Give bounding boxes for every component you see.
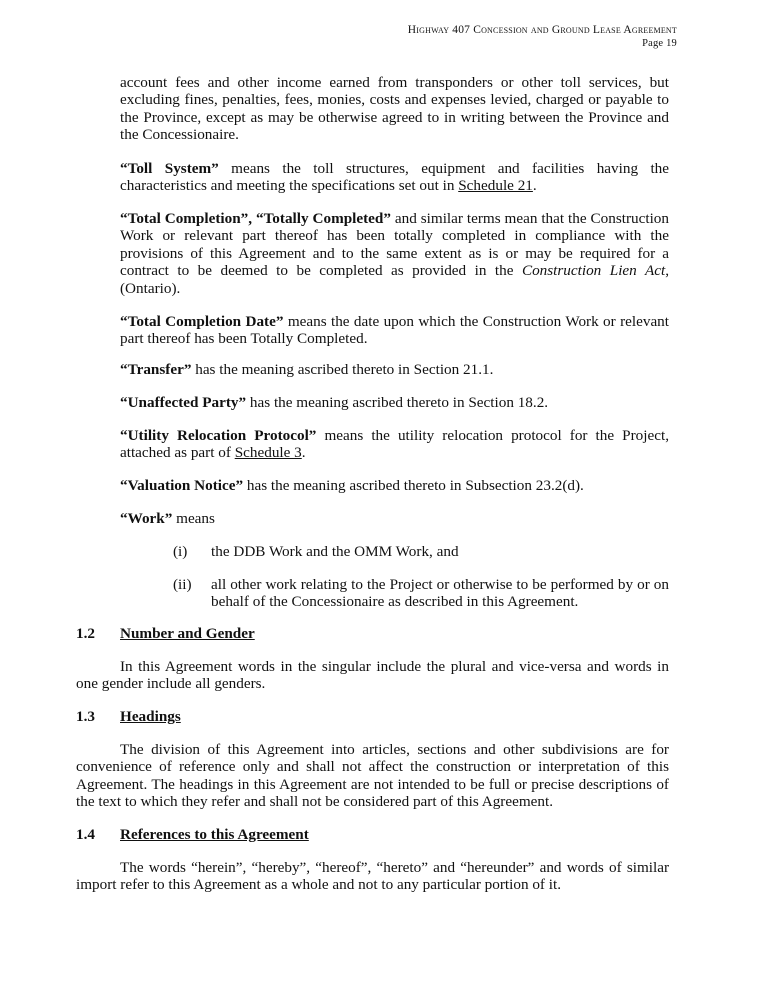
definition-total-completion bbox=[120, 210, 669, 297]
section-number: 1.2 bbox=[76, 625, 95, 642]
section-title: Headings bbox=[120, 708, 181, 725]
list-item bbox=[173, 576, 669, 612]
schedule-reference: Schedule 21 bbox=[458, 177, 533, 195]
list-item-number: (ii) bbox=[173, 576, 192, 593]
defined-term: “Transfer” bbox=[120, 361, 192, 378]
defined-term: “Unaffected Party” bbox=[120, 394, 247, 411]
list-item-text: the DDB Work and the OMM Work, and bbox=[211, 543, 459, 560]
definition-total-completion-date bbox=[120, 313, 669, 348]
definition-end: . bbox=[301, 444, 306, 462]
section-title: References to this Agreement bbox=[120, 826, 309, 843]
definition-text: has the meaning ascribed thereto in Section 21.1. bbox=[191, 361, 494, 378]
definition-text: means the utility relocation protocol for the Project, attached as part of bbox=[120, 427, 669, 462]
section-1-4-paragraph: The words “herein”, “hereby”, “hereof”, “hereto” and “hereunder” and words of similar import refer to this Agreement as a whole and not to any particular portion of it. bbox=[76, 859, 669, 894]
section-1-3-paragraph: The division of this Agreement into articles, sections and other subdivisions are for convenience of reference only and shall not affect the construction or interpretation of this Agreement. The headings in this Agreement are not intended to be full or precise descriptions of the text to which they refer and shall not be considered part of this Agreement. bbox=[76, 741, 669, 811]
defined-term: “Total Completion”, “Totally Completed” bbox=[120, 210, 391, 227]
definition-unaffected-party bbox=[120, 394, 669, 411]
definition-end: , (Ontario). bbox=[120, 262, 669, 297]
section-number: 1.3 bbox=[76, 708, 95, 725]
list-item-number: (i) bbox=[173, 543, 188, 560]
act-reference: Construction Lien Act bbox=[521, 262, 666, 280]
continuation-paragraph: account fees and other income earned from transponders or other toll services, but excluding fines, penalties, fees, monies, costs and expenses levied, charged or payable to the Province, except as may be otherwise agreed to in writing between the Province and the Concessionaire. bbox=[120, 74, 669, 144]
section-1-2-paragraph: In this Agreement words in the singular include the plural and vice-versa and words in one gender include all genders. bbox=[76, 658, 669, 693]
definition-end: . bbox=[532, 177, 537, 195]
defined-term: “Work” bbox=[120, 510, 173, 527]
definition-text: means the toll structures, equipment and facilities having the characteristics and meeting the specifications set out in bbox=[120, 160, 670, 195]
definition-text: has the meaning ascribed thereto in Subsection 23.2(d). bbox=[243, 477, 584, 494]
definition-work bbox=[120, 510, 669, 527]
definition-utility-relocation-protocol bbox=[120, 427, 669, 462]
section-title: Number and Gender bbox=[120, 625, 255, 642]
definition-text: and similar terms mean that the Construction Work or relevant part thereof has been totally completed in compliance with the provisions of this Agreement and to the same extent as is or may be required for a contract to be deemed to be completed as provided in the bbox=[120, 210, 669, 280]
list-item bbox=[173, 543, 669, 561]
defined-term: “Total Completion Date” bbox=[120, 313, 284, 330]
definition-transfer bbox=[120, 361, 669, 378]
definition-text: means the date upon which the Construction Work or relevant part thereof has been Totally Completed. bbox=[120, 313, 669, 348]
schedule-reference: Schedule 3 bbox=[234, 444, 302, 462]
defined-term: “Utility Relocation Protocol” bbox=[120, 427, 317, 444]
definition-toll-system bbox=[120, 160, 669, 195]
definition-valuation-notice bbox=[120, 477, 669, 494]
page-number: Page 19 bbox=[642, 38, 677, 49]
list-item-text: all other work relating to the Project or otherwise to be performed by or on behalf of the Concessionaire as described in this Agreement. bbox=[211, 576, 669, 611]
defined-term: “Valuation Notice” bbox=[120, 477, 244, 494]
document-title: Highway 407 Concession and Ground Lease Agreement bbox=[407, 24, 677, 36]
definition-text: has the meaning ascribed thereto in Section 18.2. bbox=[246, 394, 549, 411]
defined-term: “Toll System” bbox=[120, 160, 219, 177]
page-header bbox=[408, 23, 677, 51]
definition-text: means bbox=[172, 510, 215, 527]
section-number: 1.4 bbox=[76, 826, 95, 843]
